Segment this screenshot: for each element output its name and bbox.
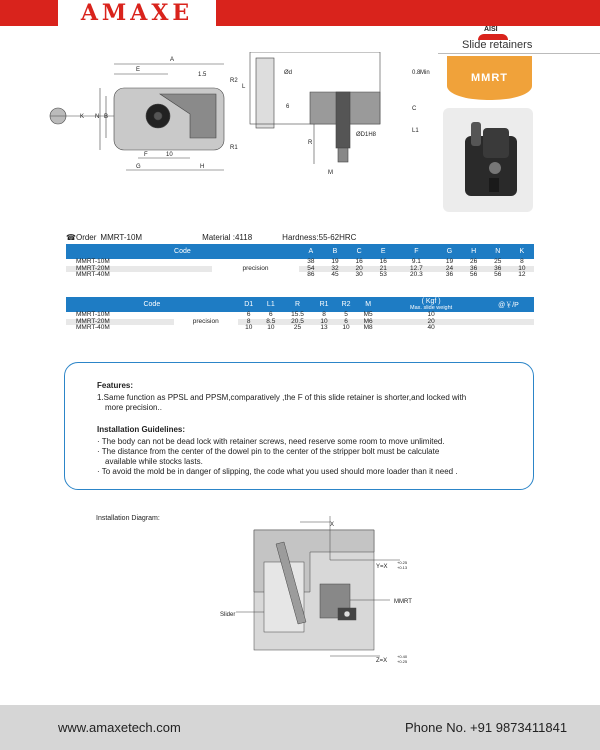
table-row: [66, 272, 534, 279]
header-m: M: [357, 297, 379, 312]
cell: 20.3: [410, 271, 423, 278]
header-e: E: [371, 244, 395, 259]
row-code: MMRT-10M: [76, 258, 110, 265]
cell: M5: [363, 311, 373, 318]
cell: 24: [437, 266, 461, 273]
cell: 9.1: [411, 258, 421, 265]
cell: 10: [267, 324, 275, 331]
header-h: H: [462, 244, 486, 259]
cell: 5: [344, 311, 348, 318]
cell: 12: [518, 271, 526, 278]
product-tab-label: MMRT: [471, 72, 508, 84]
grade-cell: precision: [192, 317, 219, 325]
cell: 10: [510, 266, 534, 273]
row-code: MMRT-40M: [76, 271, 110, 278]
cell: 56: [470, 271, 478, 278]
table-row: [66, 325, 534, 332]
cell: 6: [335, 319, 357, 326]
dim-c: C: [412, 106, 417, 112]
z-tol-bottom: +0.25: [397, 659, 408, 664]
header-r1: R1: [313, 297, 335, 312]
header-r: R: [282, 297, 313, 312]
brand-logo-text: AMAXE: [80, 0, 194, 26]
order-label: ☎Order MMRT-10M: [66, 233, 143, 242]
header-price: @￥/P: [483, 297, 534, 312]
header-d1: D1: [238, 297, 260, 312]
cell: 25: [293, 324, 302, 331]
cell: 53: [379, 271, 387, 278]
product-tab: [447, 56, 532, 100]
cell: 19: [331, 258, 339, 265]
row-code: MMRT-20M: [66, 266, 212, 273]
cell: 36: [486, 266, 510, 273]
mmrt-label: MMRT: [394, 599, 412, 605]
cell: 54: [299, 266, 323, 273]
retainer-photo-icon: [443, 108, 533, 212]
cell: 15.5: [291, 311, 304, 318]
y-tol-bottom: +0.13: [397, 565, 408, 570]
y-tol-top: +0.25: [397, 560, 408, 565]
dim-e: E: [136, 67, 141, 73]
cell: 26: [470, 258, 478, 265]
technical-drawing: [40, 52, 440, 182]
feature-line-2: more precision..: [105, 403, 162, 412]
dim-min-08: 0.8: [412, 70, 421, 76]
cell: 16: [355, 258, 363, 265]
cell: 10: [245, 324, 253, 331]
cell: 36: [445, 271, 454, 278]
header-f: F: [395, 244, 437, 259]
header-code: Code: [66, 297, 238, 312]
order-code: MMRT-10M: [100, 233, 143, 242]
title-divider: [438, 53, 600, 54]
spacer: [97, 413, 517, 425]
z-tol-top: +0.40: [397, 654, 408, 659]
cell: 16: [379, 258, 387, 265]
dimension-table-header: [66, 244, 534, 259]
header-code: Code: [66, 244, 299, 259]
cell: 8: [322, 311, 326, 318]
dim-x-label: X: [330, 522, 335, 528]
grade-cell: precision: [242, 264, 269, 272]
cell: 13: [320, 324, 328, 331]
dim-r2: R2: [230, 78, 238, 84]
footer-website[interactable]: www.amaxetech.com: [58, 720, 181, 735]
cell: 40: [427, 324, 435, 331]
feature-line-1: 1.Same function as PPSL and PPSM,comparatively ,the F of this slide retainer is shorter,and locked with: [97, 393, 467, 402]
cell: 8.5: [260, 319, 282, 326]
product-category-title: Slide retainers: [462, 39, 533, 51]
dim-l1: L1: [412, 128, 419, 134]
dim-l: L: [242, 84, 246, 90]
features-panel: [64, 362, 534, 490]
cell: 86: [307, 271, 315, 278]
features-heading: Features:: [97, 381, 134, 390]
slider-label: Slider: [220, 612, 236, 618]
dim-1-5: 1.5: [198, 72, 207, 78]
dim-h: H: [200, 164, 205, 170]
cell: 6: [246, 311, 251, 318]
footer-phone: Phone No. +91 9873411841: [405, 720, 568, 735]
material-spec: Material :4118: [202, 233, 253, 242]
header-b: B: [323, 244, 347, 259]
dim-6: 6: [286, 104, 290, 110]
cell: 10: [427, 311, 435, 318]
header-max-weight: Max. slide weight: [410, 305, 453, 311]
order-info: [66, 233, 386, 242]
product-photo: [443, 108, 533, 212]
dim-f: F: [144, 152, 148, 158]
cell: 6: [269, 311, 273, 318]
dim-d: Ød: [284, 70, 293, 76]
dim-r: R: [308, 140, 313, 146]
cell: 21: [371, 266, 395, 273]
aisi-badge: AISI: [484, 26, 498, 33]
header-r2: R2: [335, 297, 357, 312]
dim-dh8: ØD1H8: [356, 132, 377, 138]
cell: 20.5: [282, 319, 313, 326]
dim-g: G: [136, 164, 141, 170]
spec-table-header: [66, 297, 534, 312]
brand-logo: [58, 0, 216, 26]
cell: 10: [313, 319, 335, 326]
cell: 30: [355, 271, 363, 278]
dimension-table: [66, 244, 534, 279]
guidelines-heading: Installation Guidelines:: [97, 425, 186, 434]
spec-table: [66, 297, 534, 332]
row-code: MMRT-40M: [76, 324, 110, 331]
cell: 8: [520, 258, 524, 265]
cell: 36: [462, 266, 486, 273]
order-word: Order: [75, 233, 97, 242]
cell: 56: [494, 271, 502, 278]
dim-n: N: [95, 114, 100, 120]
cell: 25: [494, 258, 502, 265]
dim-10: 10: [166, 152, 173, 158]
cell: [483, 325, 534, 332]
dim-a: A: [170, 57, 175, 63]
guideline-3: · To avoid the mold be in danger of slipping, the code what you used should more loader than it need .: [97, 467, 458, 476]
dim-k: K: [80, 114, 85, 120]
cell: 12.7: [395, 266, 437, 273]
dim-r1: R1: [230, 145, 238, 151]
row-code: MMRT-10M: [76, 311, 110, 318]
guideline-2-cont: available while stocks lasts.: [105, 457, 203, 466]
header-kgf: ( Kgf ): [421, 298, 441, 305]
cell: 19: [445, 258, 454, 265]
cell: 32: [323, 266, 347, 273]
header-k: K: [510, 244, 534, 259]
guideline-1: · The body can not be dead lock with retainer screws, need reserve some room to move unlimited.: [97, 437, 445, 446]
header-l1: L1: [260, 297, 282, 312]
header-weight: [379, 297, 483, 312]
cell: 20: [347, 266, 371, 273]
dim-b: B: [104, 114, 109, 120]
header-a: A: [299, 244, 323, 259]
header-c: C: [347, 244, 371, 259]
dim-m: M: [328, 170, 333, 176]
cell: 38: [307, 258, 315, 265]
cell: 20: [379, 319, 483, 326]
y-equation: Y=X: [376, 564, 388, 570]
installation-diagram: [200, 512, 440, 672]
installation-diagram-label: Installation Diagram:: [96, 515, 160, 522]
cell: M6: [357, 319, 379, 326]
row-code: MMRT-20M: [66, 319, 174, 326]
dim-min: Min: [420, 70, 430, 76]
hardness-spec: Hardness:55-62HRC: [282, 233, 357, 242]
header-g: G: [437, 244, 461, 259]
cell: 10: [342, 324, 350, 331]
cell: 8: [238, 319, 260, 326]
guideline-2: · The distance from the center of the dowel pin to the center of the stripper bolt must be calculate: [97, 447, 440, 456]
cell: M8: [363, 324, 373, 331]
z-equation: Z=X: [376, 658, 388, 664]
cell: 45: [331, 271, 339, 278]
header-n: N: [486, 244, 510, 259]
